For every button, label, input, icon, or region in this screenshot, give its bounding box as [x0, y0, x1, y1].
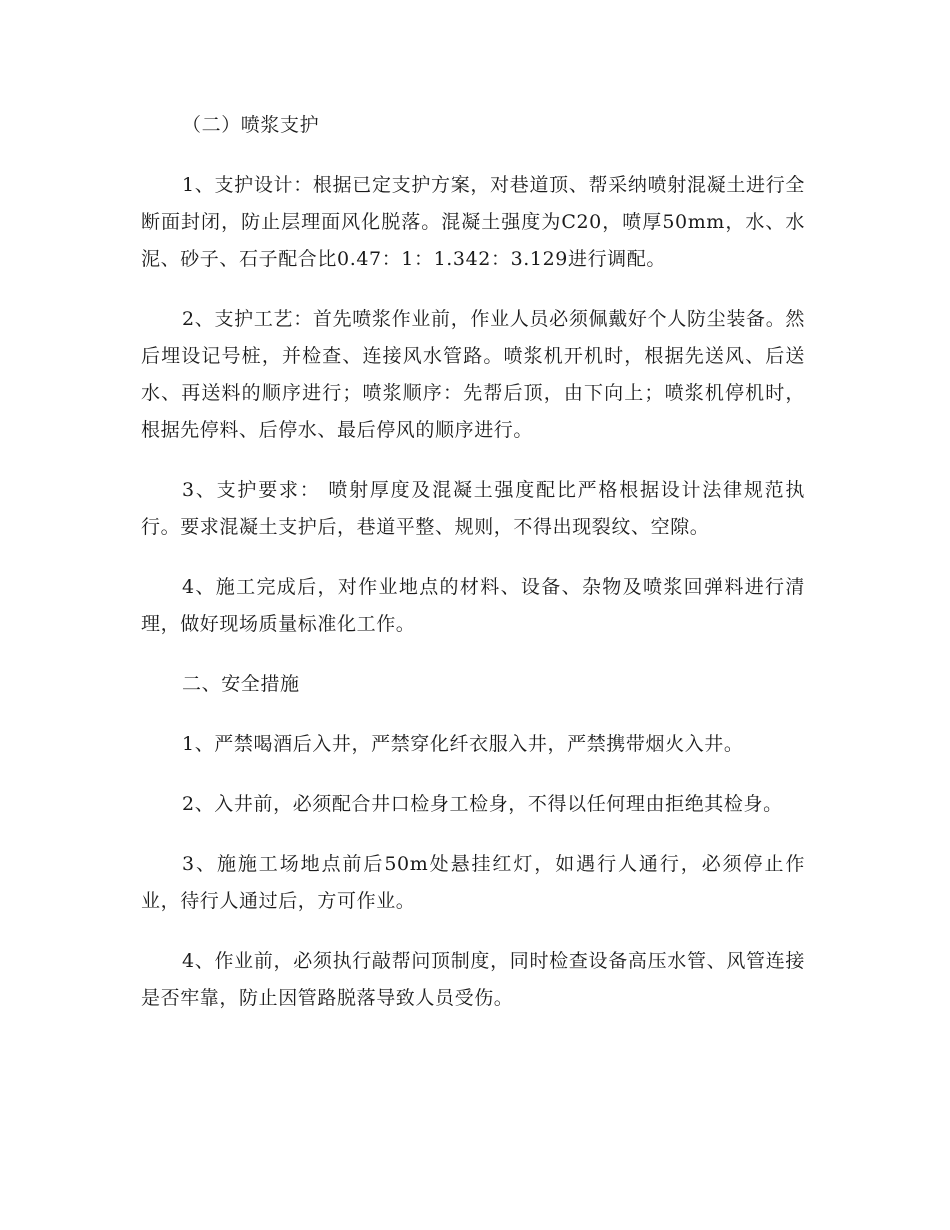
paragraph-safety-red-light: 3、施施工场地点前后50m处悬挂红灯，如遇行人通行，必须停止作业，待行人通过后，方可作业。	[141, 853, 805, 912]
document-body	[141, 107, 805, 1040]
paragraph-support-process: 2、支护工艺：首先喷浆作业前，作业人员必须佩戴好个人防尘装备。然后埋设记号桩，并检查、连接风水管路。喷浆机开机时，根据先送风、后送水、再送料的顺序进行；喷浆顺序：先帮后顶，由下向上；喷浆机停机时，根据先停料、后停水、最后停风的顺序进行。	[141, 308, 805, 441]
paragraph-safety-roof-check: 4、作业前，必须执行敲帮问顶制度，同时检查设备高压水管、风管连接是否牢靠，防止因管路脱落导致人员受伤。	[141, 950, 805, 1009]
paragraph-safety-inspection: 2、入井前，必须配合井口检身工检身，不得以任何理由拒绝其检身。	[182, 793, 783, 815]
paragraph-cleanup: 4、施工完成后，对作业地点的材料、设备、杂物及喷浆回弹料进行清理，做好现场质量标准化工作。	[141, 576, 805, 635]
paragraph-safety-alcohol: 1、严禁喝酒后入井，严禁穿化纤衣服入井，严禁携带烟火入井。	[182, 733, 744, 755]
paragraph-support-design: 1、支护设计：根据已定支护方案，对巷道顶、帮采纳喷射混凝土进行全断面封闭，防止层理面风化脱落。混凝土强度为C20，喷厚50mm，水、水泥、砂子、石子配合比0.47：1：1.342：3.129进行调配。	[141, 174, 805, 270]
section-heading-safety-measures: 二、安全措施	[182, 673, 300, 695]
section-heading-shotcrete-support: （二）喷浆支护	[182, 114, 320, 136]
paragraph-support-requirements: 3、支护要求： 喷射厚度及混凝土强度配比严格根据设计法律规范执行。要求混凝土支护后，巷道平整、规则，不得出现裂纹、空隙。	[141, 479, 805, 538]
